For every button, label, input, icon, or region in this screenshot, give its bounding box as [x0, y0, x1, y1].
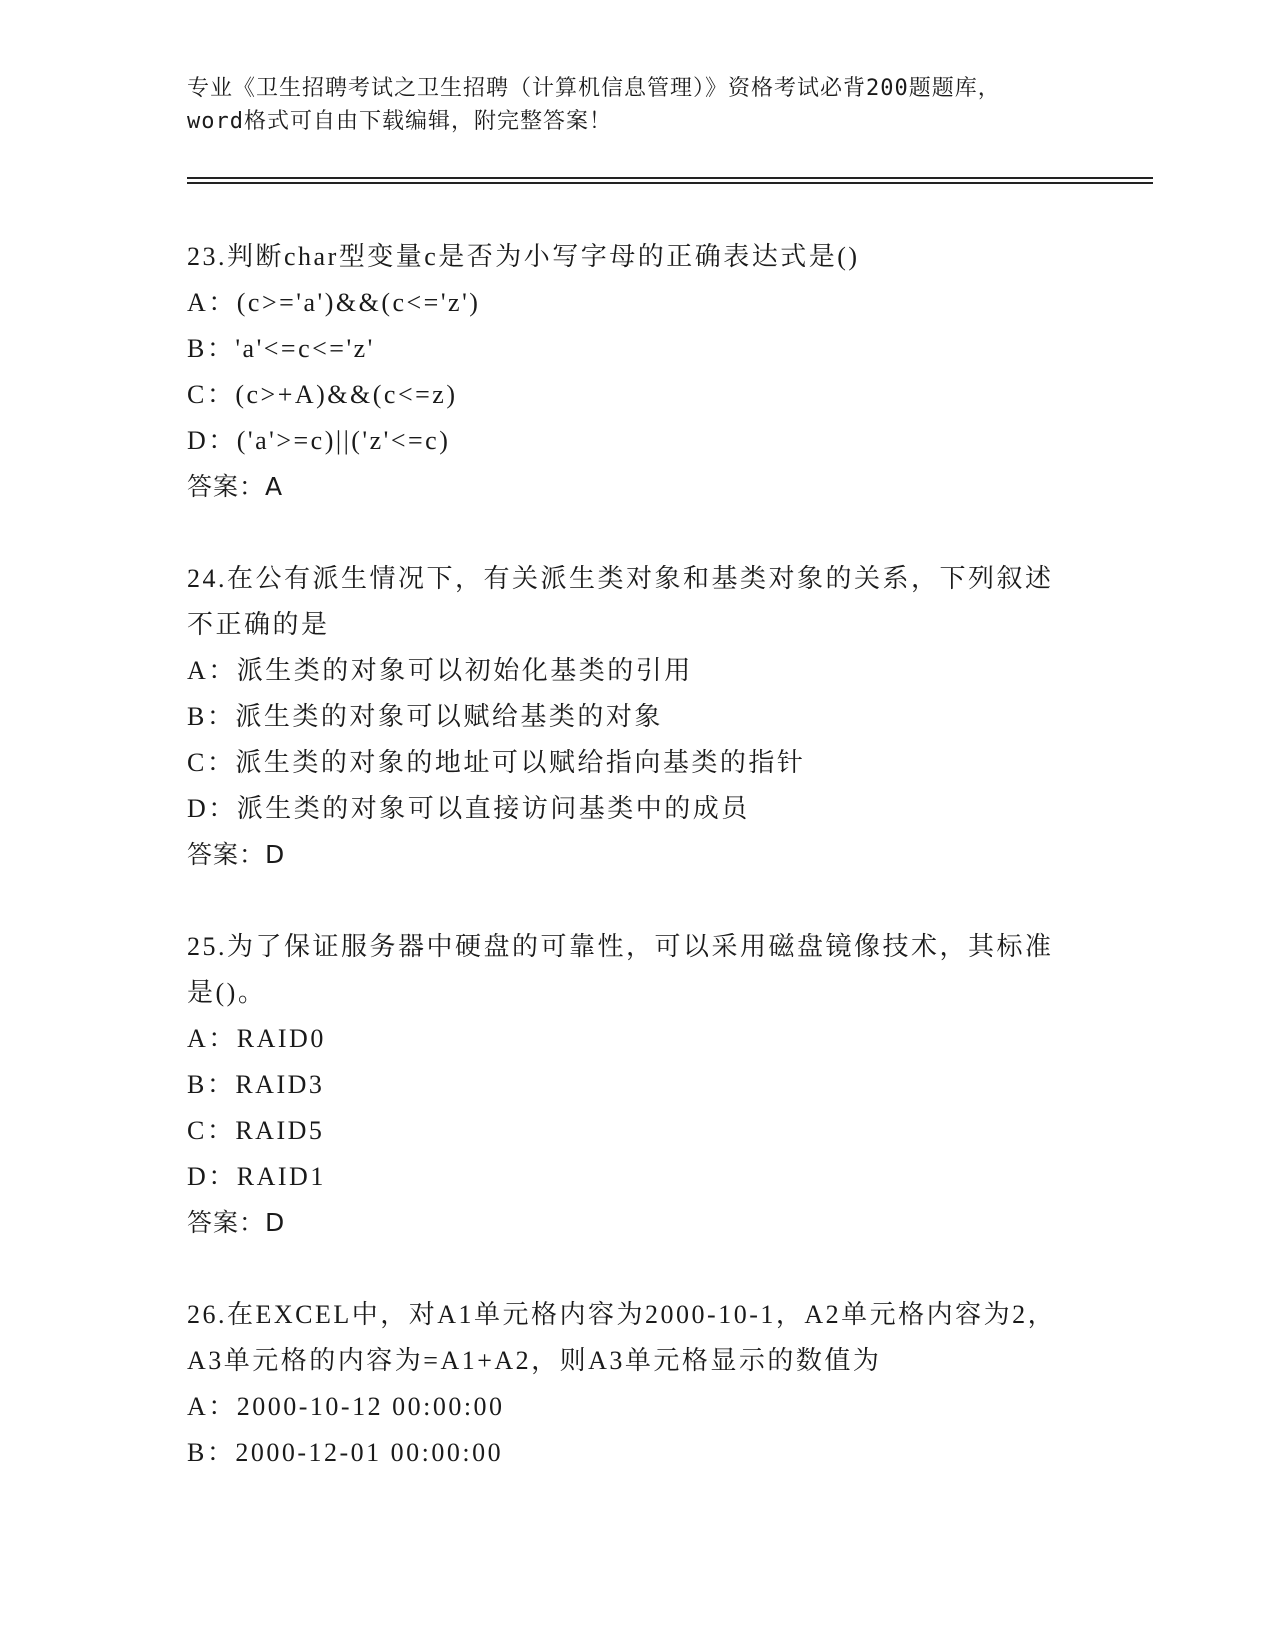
option-c: C：派生类的对象的地址可以赋给指向基类的指针 [187, 748, 806, 777]
option-c: C：(c>+A)&&(c<=z) [187, 380, 458, 409]
header-line-2: word格式可自由下载编辑，附完整答案！ [187, 109, 612, 134]
question-24 [187, 556, 1087, 878]
question-26 [187, 1292, 1087, 1476]
answer: 答案：A [187, 472, 284, 501]
option-a: A：派生类的对象可以初始化基类的引用 [187, 656, 693, 685]
question-25 [187, 924, 1087, 1246]
question-stem: 25.为了保证服务器中硬盘的可靠性，可以采用磁盘镜像技术，其标准 [187, 932, 1054, 961]
option-b: B：'a'<=c<='z' [187, 334, 375, 363]
option-b: B：RAID3 [187, 1070, 325, 1099]
option-c: C：RAID5 [187, 1116, 325, 1145]
question-23 [187, 234, 1087, 510]
header-line-1: 专业《卫生招聘考试之卫生招聘（计算机信息管理）》资格考试必背200题题库， [187, 76, 1001, 101]
option-d: D：RAID1 [187, 1162, 326, 1191]
option-a: A：2000-10-12 00:00:00 [187, 1392, 505, 1421]
answer: 答案：D [187, 1208, 286, 1237]
question-list [187, 234, 1087, 1522]
question-stem: 24.在公有派生情况下，有关派生类对象和基类对象的关系，下列叙述 [187, 564, 1054, 593]
option-b: B：派生类的对象可以赋给基类的对象 [187, 702, 663, 731]
option-a: A：(c>='a')&&(c<='z') [187, 288, 481, 317]
header-divider-bottom [187, 182, 1153, 184]
question-stem-cont: 不正确的是 [187, 610, 330, 639]
option-a: A：RAID0 [187, 1024, 326, 1053]
question-stem-cont: A3单元格的内容为=A1+A2，则A3单元格显示的数值为 [187, 1346, 882, 1375]
answer: 答案：D [187, 840, 286, 869]
option-b: B：2000-12-01 00:00:00 [187, 1438, 504, 1467]
question-stem-cont: 是()。 [187, 978, 267, 1007]
document-header [187, 72, 1087, 138]
option-d: D：派生类的对象可以直接访问基类中的成员 [187, 794, 750, 823]
question-stem: 23.判断char型变量c是否为小写字母的正确表达式是() [187, 242, 860, 271]
option-d: D：('a'>=c)||('z'<=c) [187, 426, 451, 455]
header-divider-top [187, 177, 1153, 179]
question-stem: 26.在EXCEL中，对A1单元格内容为2000-10-1，A2单元格内容为2， [187, 1300, 1057, 1329]
